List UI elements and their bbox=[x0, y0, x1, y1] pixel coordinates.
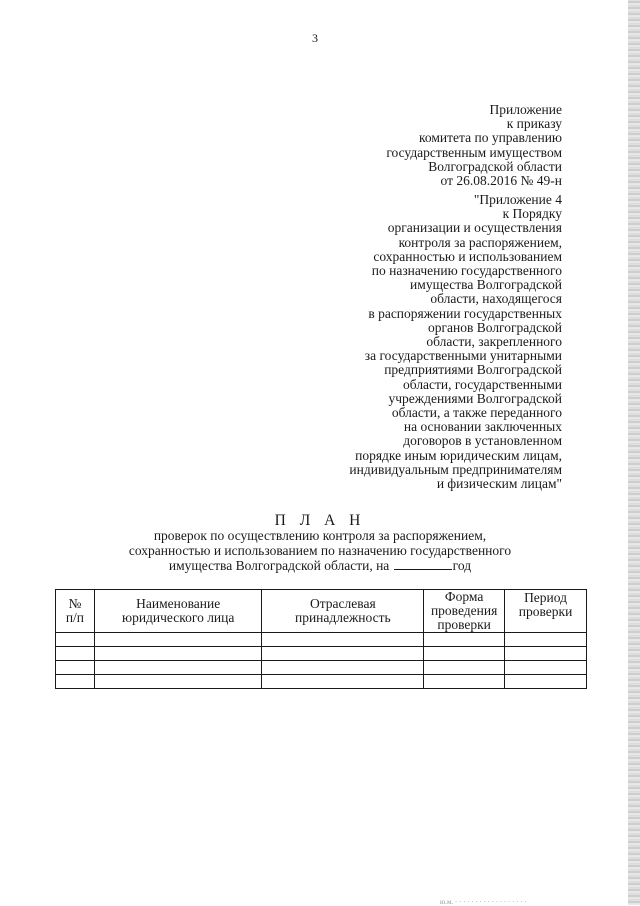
table-cell[interactable] bbox=[424, 675, 505, 689]
table-cell[interactable] bbox=[94, 661, 262, 675]
appendix4-line: контроля за распоряжением, bbox=[398, 234, 562, 250]
table-row bbox=[56, 661, 587, 675]
table-cell[interactable] bbox=[424, 633, 505, 647]
table-cell[interactable] bbox=[262, 675, 424, 689]
appendix4-line: области, государственными bbox=[403, 376, 562, 392]
header-branch bbox=[262, 590, 424, 633]
appendix4-line: порядке иным юридическим лицам, bbox=[355, 447, 562, 463]
appendix4-line: органов Волгоградской bbox=[427, 319, 562, 335]
appendix4-line: по назначению государственного bbox=[371, 263, 562, 279]
table-cell[interactable] bbox=[505, 675, 587, 689]
appendix4-line: договоров в установленном bbox=[403, 433, 562, 449]
header-num-line: № bbox=[68, 596, 82, 611]
header-num-line: п/п bbox=[65, 610, 85, 625]
scan-footer-marks: ю.м. · · · · · · · · · · · · · · · · · · bbox=[440, 898, 527, 906]
appendix4-line: в распоряжении государственных bbox=[368, 305, 562, 321]
appendix4-line: организации и осуществления bbox=[387, 220, 562, 236]
plan-subtitle-suffix: год bbox=[452, 558, 472, 573]
appendix4-line: области, закрепленного bbox=[426, 334, 562, 350]
header-name-line: Наименование bbox=[136, 596, 221, 611]
appendix4-line: за государственными унитарными bbox=[364, 348, 562, 364]
header-num bbox=[56, 590, 95, 633]
appendix4-line: области, находящегося bbox=[430, 291, 562, 307]
year-blank-field[interactable] bbox=[394, 558, 452, 570]
appendix4-line: имущества Волгоградской bbox=[410, 277, 562, 293]
header-period-line: Период bbox=[524, 590, 568, 605]
table-cell[interactable] bbox=[94, 675, 262, 689]
page-number: 3 bbox=[312, 31, 318, 45]
header-form-line: Форма bbox=[444, 589, 484, 604]
appendix4-line: предприятиями Волгоградской bbox=[384, 362, 562, 378]
plan-title: П Л А Н bbox=[274, 512, 366, 529]
appendix4-line: и физическим лицам" bbox=[436, 476, 562, 492]
table-cell[interactable] bbox=[505, 633, 587, 647]
table-row bbox=[56, 647, 587, 661]
table-cell[interactable] bbox=[262, 661, 424, 675]
plan-subtitle-prefix: имущества Волгоградской области, на bbox=[168, 558, 390, 573]
plan-table bbox=[55, 589, 587, 689]
appendix4-line: учреждениями Волгоградской bbox=[388, 390, 562, 406]
table-row bbox=[56, 633, 587, 647]
appendix-line: от 26.08.2016 № 49-н bbox=[440, 173, 562, 189]
header-period-line: проверки bbox=[518, 604, 573, 619]
table-cell[interactable] bbox=[262, 633, 424, 647]
plan-subtitle-line: проверок по осуществлению контроля за распоряжением, bbox=[153, 528, 487, 543]
plan-subtitle-line: сохранностью и использованием по назначению государственного bbox=[128, 543, 512, 558]
appendix4-line: индивидуальным предпринимателям bbox=[349, 461, 562, 477]
header-name bbox=[94, 590, 262, 633]
table-cell[interactable] bbox=[56, 633, 95, 647]
table-cell[interactable] bbox=[505, 647, 587, 661]
header-name-line: юридического лица bbox=[121, 610, 235, 625]
appendix4-line: сохранностью и использованием bbox=[373, 248, 562, 264]
appendix-line: государственным имуществом bbox=[386, 144, 562, 160]
header-form-line: проведения bbox=[430, 603, 498, 618]
header-branch-line: Отраслевая bbox=[309, 596, 376, 611]
table-cell[interactable] bbox=[424, 647, 505, 661]
table-cell[interactable] bbox=[56, 647, 95, 661]
appendix4-block bbox=[349, 193, 562, 491]
appendix-line: комитета по управлению bbox=[419, 130, 562, 146]
table-header-row bbox=[56, 590, 587, 633]
table-cell[interactable] bbox=[424, 661, 505, 675]
table-body bbox=[56, 633, 587, 689]
table-cell[interactable] bbox=[262, 647, 424, 661]
plan-subtitle bbox=[0, 528, 640, 573]
appendix-line: к приказу bbox=[506, 116, 562, 132]
table-cell[interactable] bbox=[94, 647, 262, 661]
table-cell[interactable] bbox=[56, 661, 95, 675]
table-cell[interactable] bbox=[56, 675, 95, 689]
appendix-block bbox=[386, 103, 562, 188]
appendix4-line: на основании заключенных bbox=[403, 419, 562, 435]
header-branch-line: принадлежность bbox=[294, 610, 391, 625]
scanned-page-edge bbox=[628, 0, 640, 905]
table-row bbox=[56, 675, 587, 689]
appendix4-line: "Приложение 4 bbox=[473, 192, 562, 207]
appendix-line: Приложение bbox=[489, 102, 562, 117]
header-form bbox=[424, 590, 505, 633]
header-period bbox=[505, 590, 587, 633]
table-cell[interactable] bbox=[94, 633, 262, 647]
header-form-line: проверки bbox=[437, 617, 491, 632]
plan-subtitle-line bbox=[0, 558, 640, 573]
appendix4-line: области, а также переданного bbox=[391, 405, 562, 421]
appendix-line: Волгоградской области bbox=[428, 158, 562, 174]
table-cell[interactable] bbox=[505, 661, 587, 675]
appendix4-line: к Порядку bbox=[502, 206, 562, 222]
